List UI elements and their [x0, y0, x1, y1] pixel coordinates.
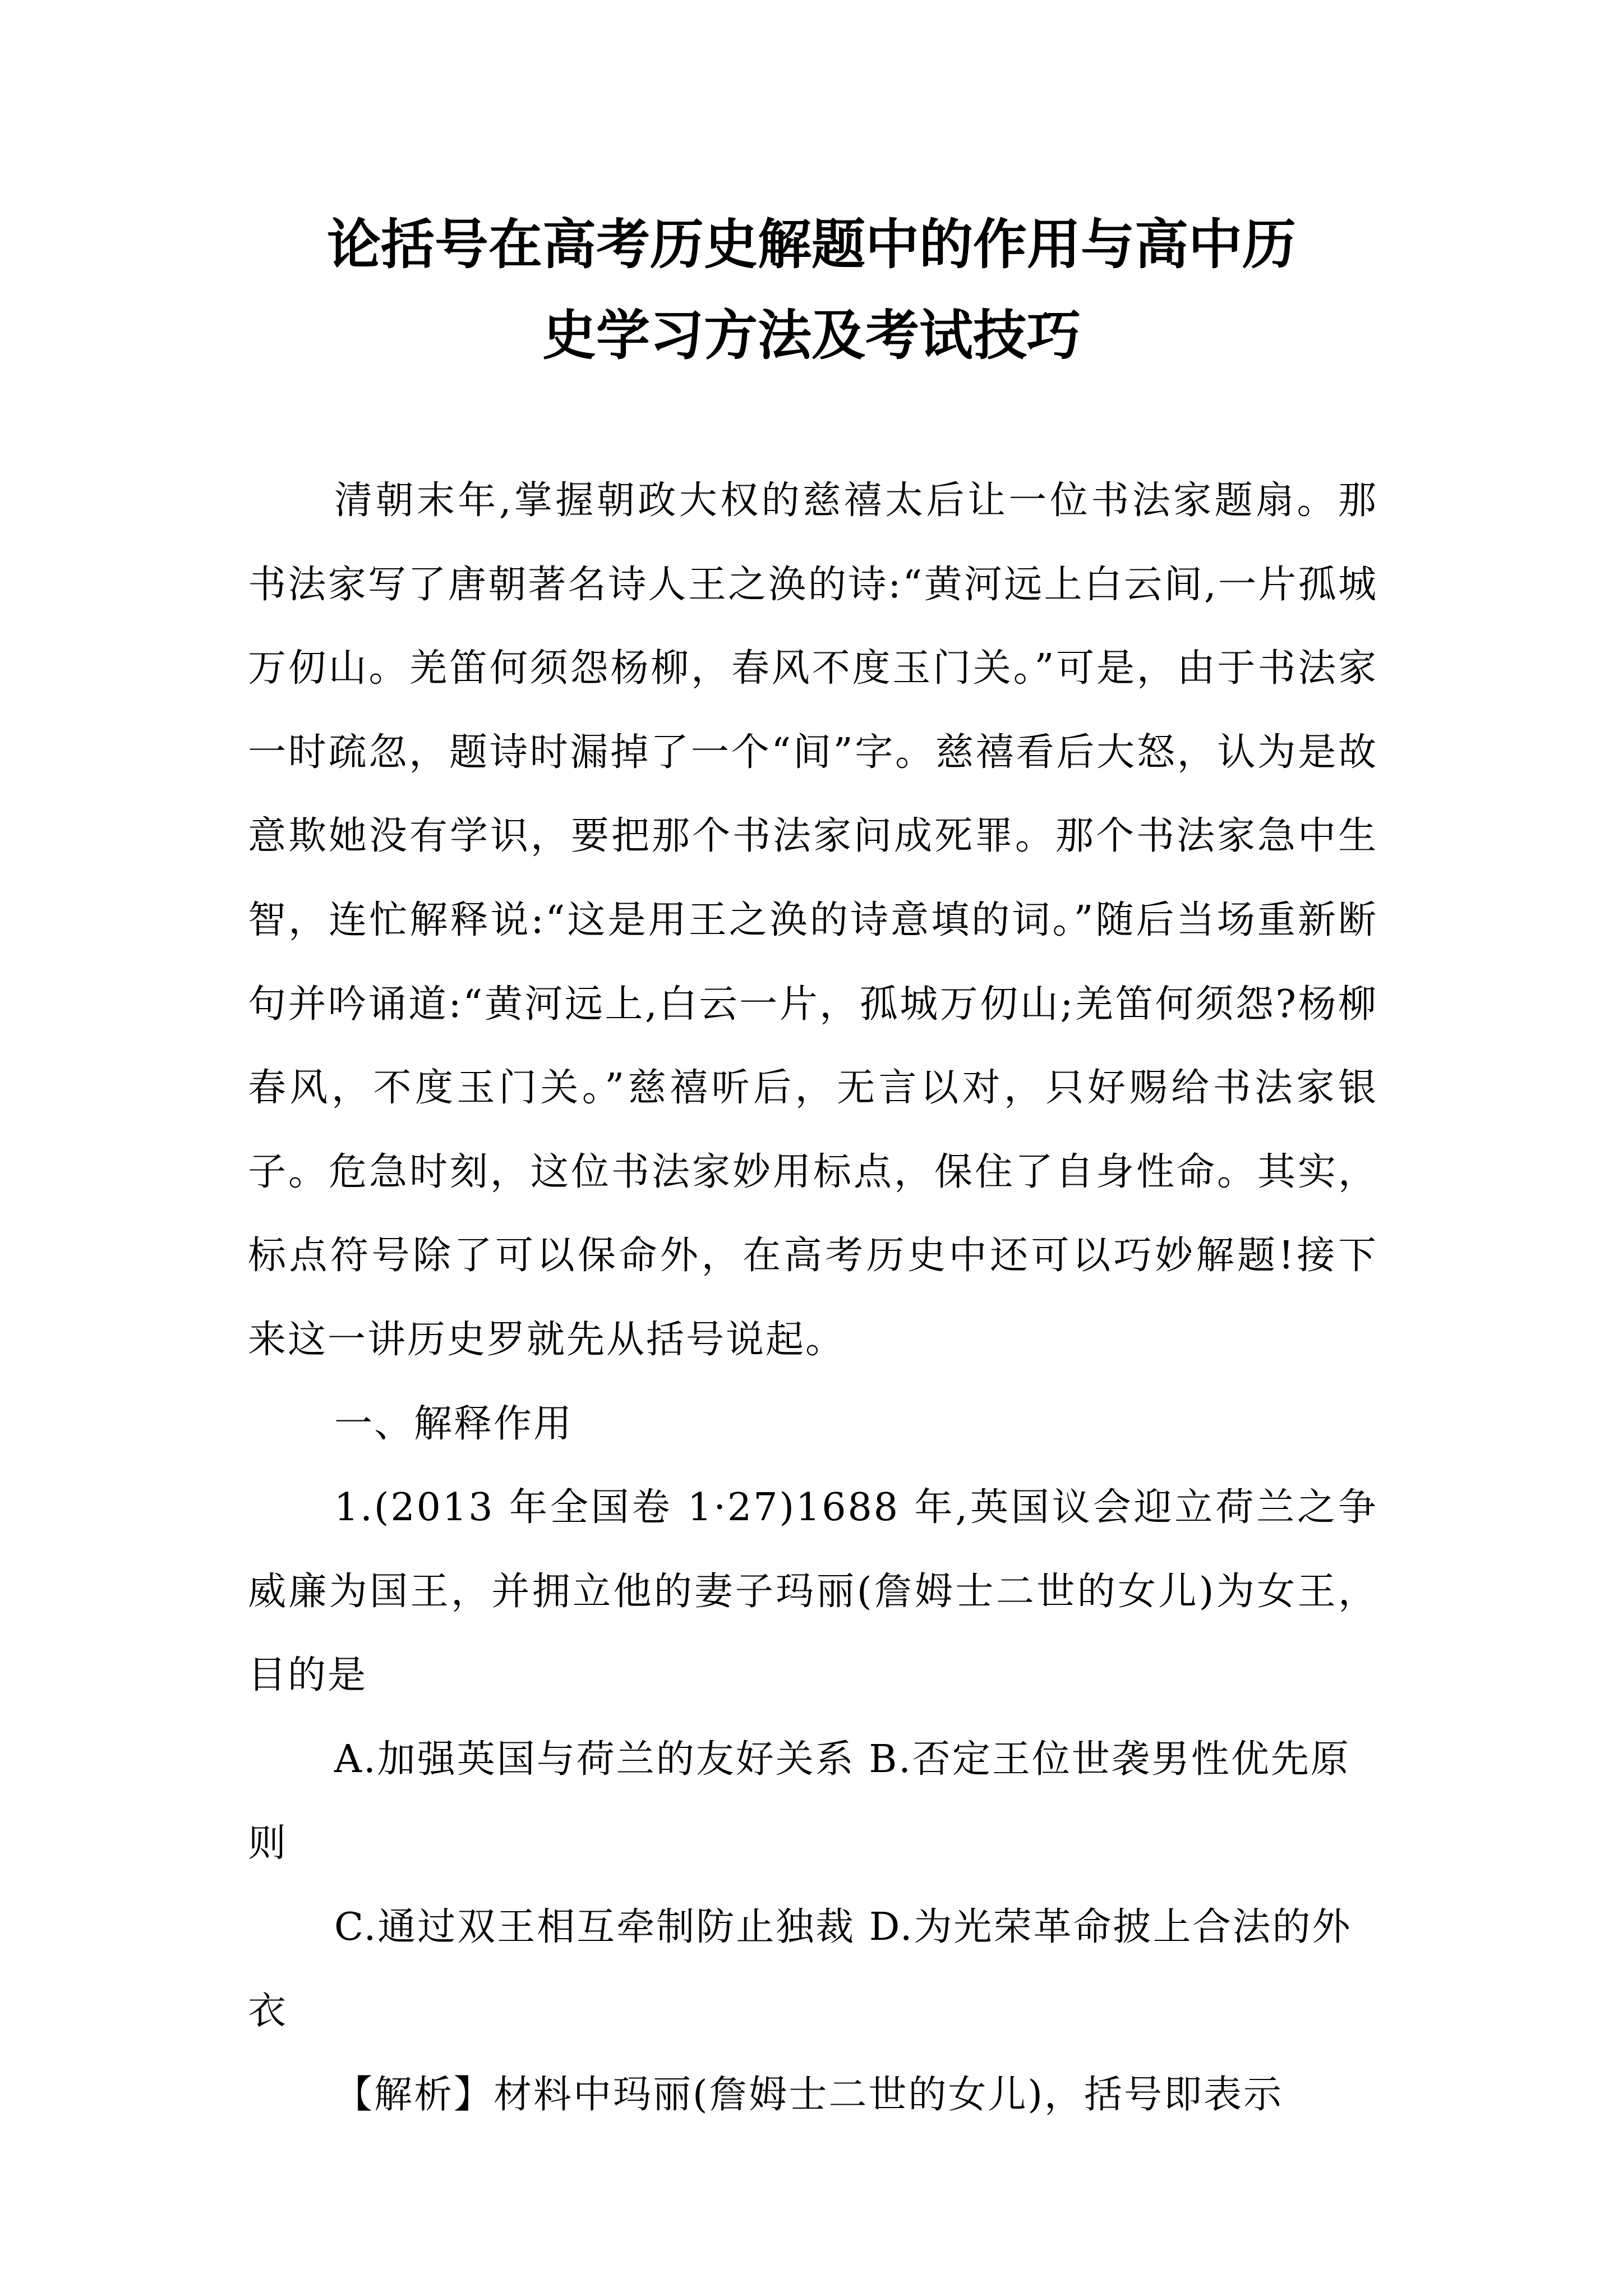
question-stem: 1.(2013 年全国卷 1·27)1688 年,英国议会迎立荷兰之争威廉为国王，并拥立他的妻子玛丽(詹姆士二世的女儿)为女王，目的是	[248, 1485, 1378, 1698]
document-body	[248, 459, 1378, 2137]
analysis-paragraph: 【解析】材料中玛丽(詹姆士二世的女儿)，括号即表示	[334, 2073, 1284, 2118]
question-options-ab: A.加强英国与荷兰的友好关系 B.否定王位世袭男性优先原则	[248, 1737, 1350, 1866]
title-line-1: 论括号在高考历史解题中的作用与高中历	[327, 213, 1296, 276]
intro-paragraph: 清朝末年,掌握朝政大权的慈禧太后让一位书法家题扇。那书法家写了唐朝著名诗人王之涣的诗:“黄河远上白云间,一片孤城万仞山。羌笛何须怨杨柳，春风不度玉门关。”可是，由于书法家一时疏忽，题诗时漏掉了一个“间”字。慈禧看后大怒，认为是故意欺她没有学识，要把那个书法家问成死罪。那个书法家急中生智，连忙解释说:“这是用王之涣的诗意填的词。”随后当场重新断句并吟诵道:“黄河远上,白云一片，孤城万仞山;羌笛何须怨?杨柳春风，不度玉门关。”慈禧听后，无言以对，只好赐给书法家银子。危急时刻，这位书法家妙用标点，保住了自身性命。其实，标点符号除了可以保命外，在高考历史中还可以巧妙解题!接下来这一讲历史罗就先从括号说起。	[248, 478, 1378, 1362]
question-options-cd: C.通过双王相互牵制防止独裁 D.为光荣革命披上合法的外衣	[248, 1905, 1352, 2033]
document-title	[247, 199, 1376, 381]
section-heading: 一、解释作用	[334, 1401, 574, 1446]
title-line-2: 史学习方法及考试技巧	[542, 304, 1081, 367]
